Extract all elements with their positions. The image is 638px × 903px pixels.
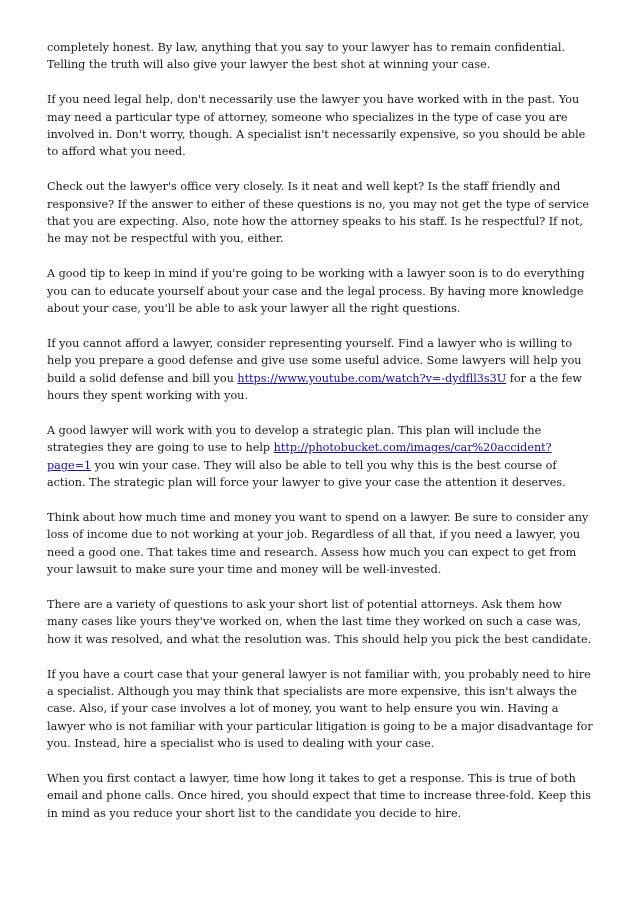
paragraph-hire-specialist: If you have a court case that your general lawyer is not familiar with, you probably need to hire a specialist. Although you may think that specialists are more expensive, this isn't always the case. Also, if your case involves a lot of money, you want to help ensure you win. Having a lawyer who is not familiar with your particular litigation is going to be a major disadvantage for you. Instead, hire a specialist who is used to dealing with your case. bbox=[47, 667, 593, 751]
paragraph-represent-yourself bbox=[47, 335, 594, 405]
paragraph-text: If you cannot afford a lawyer, consider representing yourself. Find a lawyer who is willing to help you prepare a good defense and give use some useful advice. Some lawyers will help you build a solid defense and bill you bbox=[47, 336, 582, 385]
paragraph-confidentiality: completely honest. By law, anything that you say to your lawyer has to remain confidential. Telling the truth will also give your lawyer the best shot at winning your case. bbox=[47, 41, 565, 72]
paragraph-educate-yourself: A good tip to keep in mind if you're going to be working with a lawyer soon is to do everything you can to educate yourself about your case and the legal process. By having more knowledge about your case, you'll be able to ask your lawyer all the right questions. bbox=[47, 267, 585, 316]
photobucket-link[interactable]: http://photobucket.com/images/car%20accident?page=1 bbox=[47, 441, 552, 472]
youtube-link[interactable]: https://www.youtube.com/watch?v=-dydfll3s3U bbox=[237, 371, 507, 385]
paragraph-time-and-money: Think about how much time and money you want to spend on a lawyer. Be sure to consider any loss of income due to not working at your job. Regardless of all that, if you need a lawyer, you need a good one. That takes time and research. Assess how much you can expect to get from your lawsuit to make sure your time and money will be well-invested. bbox=[47, 510, 589, 577]
paragraph-text: A good lawyer will work with you to develop a strategic plan. This plan will include the strategies they are going to use to help bbox=[47, 423, 542, 455]
paragraph-specialist-help: If you need legal help, don't necessarily use the lawyer you have worked with in the past. You may need a particular type of attorney, someone who specializes in the type of case you are involved in. Don't worry, though. A specialist isn't necessarily expensive, so you should be able to afford what you need. bbox=[47, 93, 586, 159]
paragraph-strategic-plan bbox=[47, 422, 594, 492]
paragraph-office-check: Check out the lawyer's office very closely. Is it neat and well kept? Is the staff friendly and responsive? If the answer to either of these questions is no, you may not get the type of service that you are expecting. Also, note how the attorney speaks to his staff. Is he respectful? If not, he may not be respectful with you, either. bbox=[47, 180, 589, 246]
paragraph-text: for a the few hours they spent working with you. bbox=[47, 371, 582, 403]
paragraph-response-time: When you first contact a lawyer, time how long it takes to get a response. This is true of both email and phone calls. Once hired, you should expect that time to increase three-fold. Keep this in mind as you reduce your short list to the candidate you decide to hire. bbox=[47, 771, 592, 820]
paragraph-text: you win your case. They will also be able to tell you why this is the best course of action. The strategic plan will force your lawyer to give your case the attention it deserves. bbox=[47, 458, 566, 490]
paragraph-questions: There are a variety of questions to ask your short list of potential attorneys. Ask them how many cases like yours they've worked on, when the last time they worked on such a case was, how it was resolved, and what the resolution was. This should help you pick the best candidate. bbox=[47, 597, 592, 646]
